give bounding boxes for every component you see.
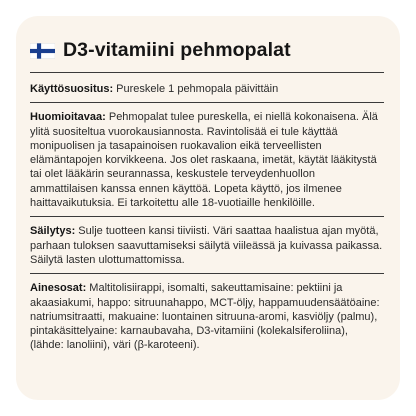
storage-text: Sulje tuotteen kansi tiiviisti. Väri saattaa haalistua ajan myötä, parhaan tuloksen saavuttamiseksi säilytä viileässä ja kuivassa paikassa. Säilytä lasten ulottumattomissa.	[30, 225, 383, 266]
usage-label: Käyttösuositus:	[30, 83, 114, 95]
finnish-flag-icon	[30, 43, 55, 59]
title-divider	[30, 72, 384, 73]
notes-section	[30, 110, 384, 210]
product-title: D3-vitamiini pehmopalat	[63, 38, 291, 61]
notes-text: Pehmopalat tulee pureskella, ei niellä kokonaisena. Älä ylitä suositeltua vuorokausiannosta. Ravintolisää ei tule käyttää monipuolisen ja tasapainoisen ruokavalion eikä terveellisten elämäntapojen korvikkeena. Jos olet raskaana, imetät, käytät lääkitystä tai olet lääkärin seurannassa, keskustele terveydenhuollon ammattilaisen kanssa ennen käyttöä. Lopeta käyttö, jos ilmenee haittavaikutuksia. Ei tarkoitettu alle 18-vuotiaille henkilöille.	[30, 111, 378, 210]
section-divider	[30, 102, 384, 103]
storage-section	[30, 224, 384, 267]
ingredients-section	[30, 281, 384, 352]
storage-label: Säilytys:	[30, 225, 76, 238]
section-divider	[30, 273, 384, 274]
notes-label: Huomioitavaa:	[30, 111, 106, 124]
ingredients-text: Maltitolisiirappi, isomalti, sakeuttamisaine: pektiini ja akaasiakumi, happo: sitruunahappo, MCT-öljy, happamuudensäätöaine: natriumsitraatti, makuaine: luontainen sitruuna-aromi, kasviöljy (palmu), pintakäsittelyaine: karnaubavaha, D3-vitamiini (kolekalsiferoliina), (lähde: lanoliini), väri (β-karoteeni).	[30, 282, 380, 352]
usage-text: Pureskele 1 pehmopala päivittäin	[113, 83, 279, 95]
ingredients-label: Ainesosat:	[30, 282, 87, 295]
label-panel	[16, 16, 400, 400]
header	[30, 30, 384, 70]
section-divider	[30, 216, 384, 217]
usage-section	[30, 82, 384, 96]
